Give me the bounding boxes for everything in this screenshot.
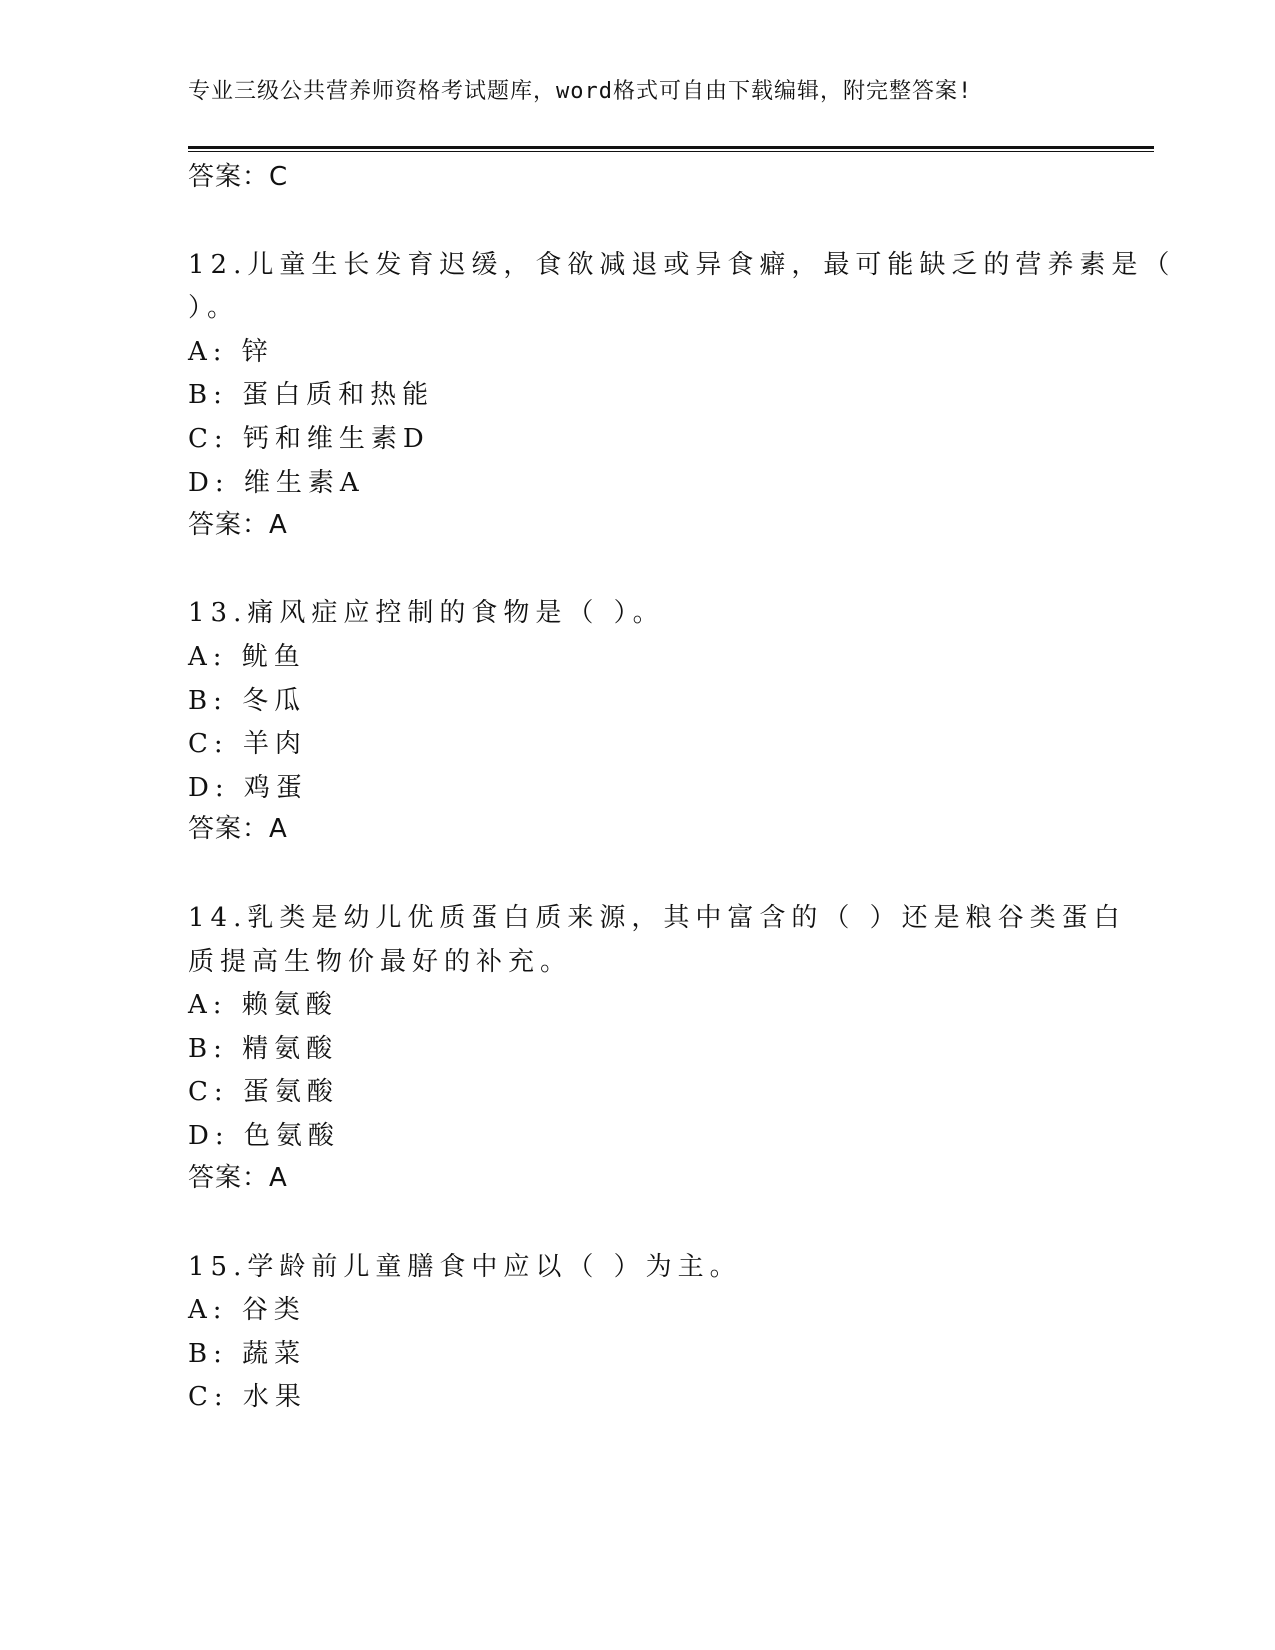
question-14-option-d: D: 色氨酸 <box>188 1121 340 1151</box>
question-14-answer: 答案：A <box>188 1163 288 1193</box>
question-12-option-a: A: 锌 <box>188 337 274 367</box>
answer-text: 答案：C <box>188 162 289 192</box>
question-14-option-c: C: 蛋氨酸 <box>188 1077 339 1107</box>
question-14-option-a: A: 赖氨酸 <box>188 990 338 1020</box>
question-12-option-d: D: 维生素A <box>188 468 365 498</box>
question-13-option-b: B: 冬瓜 <box>188 686 307 716</box>
header-rule <box>188 146 1154 149</box>
question-15-option-c: C: 水果 <box>188 1382 307 1412</box>
question-14-stem: 14.乳类是幼儿优质蛋白质来源，其中富含的（ ）还是粮谷类蛋白 <box>188 903 1126 933</box>
page-header: 专业三级公共营养师资格考试题库，word格式可自由下载编辑，附完整答案! <box>188 79 973 104</box>
question-13-option-a: A: 鱿鱼 <box>188 642 306 672</box>
question-13-option-c: C: 羊肉 <box>188 729 307 759</box>
question-12-option-c: C: 钙和维生素D <box>188 424 430 454</box>
question-12-stem: 12.儿童生长发育迟缓，食欲减退或异食癖，最可能缺乏的营养素是（ <box>188 250 1176 280</box>
question-15-option-a: A: 谷类 <box>188 1295 306 1325</box>
question-12-option-b: B: 蛋白质和热能 <box>188 380 435 410</box>
question-13-stem: 13.痛风症应控制的食物是（ ）。 <box>188 598 665 628</box>
question-15-option-b: B: 蔬菜 <box>188 1339 307 1369</box>
question-14-option-b: B: 精氨酸 <box>188 1034 339 1064</box>
question-12-stem-cont: ）。 <box>188 293 240 323</box>
question-15-stem: 15.学龄前儿童膳食中应以（ ）为主。 <box>188 1252 742 1282</box>
question-13-option-d: D: 鸡蛋 <box>188 773 308 803</box>
question-12-answer: 答案：A <box>188 510 288 540</box>
question-14-stem-cont: 质提高生物价最好的补充。 <box>188 947 573 977</box>
question-13-answer: 答案：A <box>188 814 288 844</box>
header-rule-thin <box>188 151 1154 152</box>
